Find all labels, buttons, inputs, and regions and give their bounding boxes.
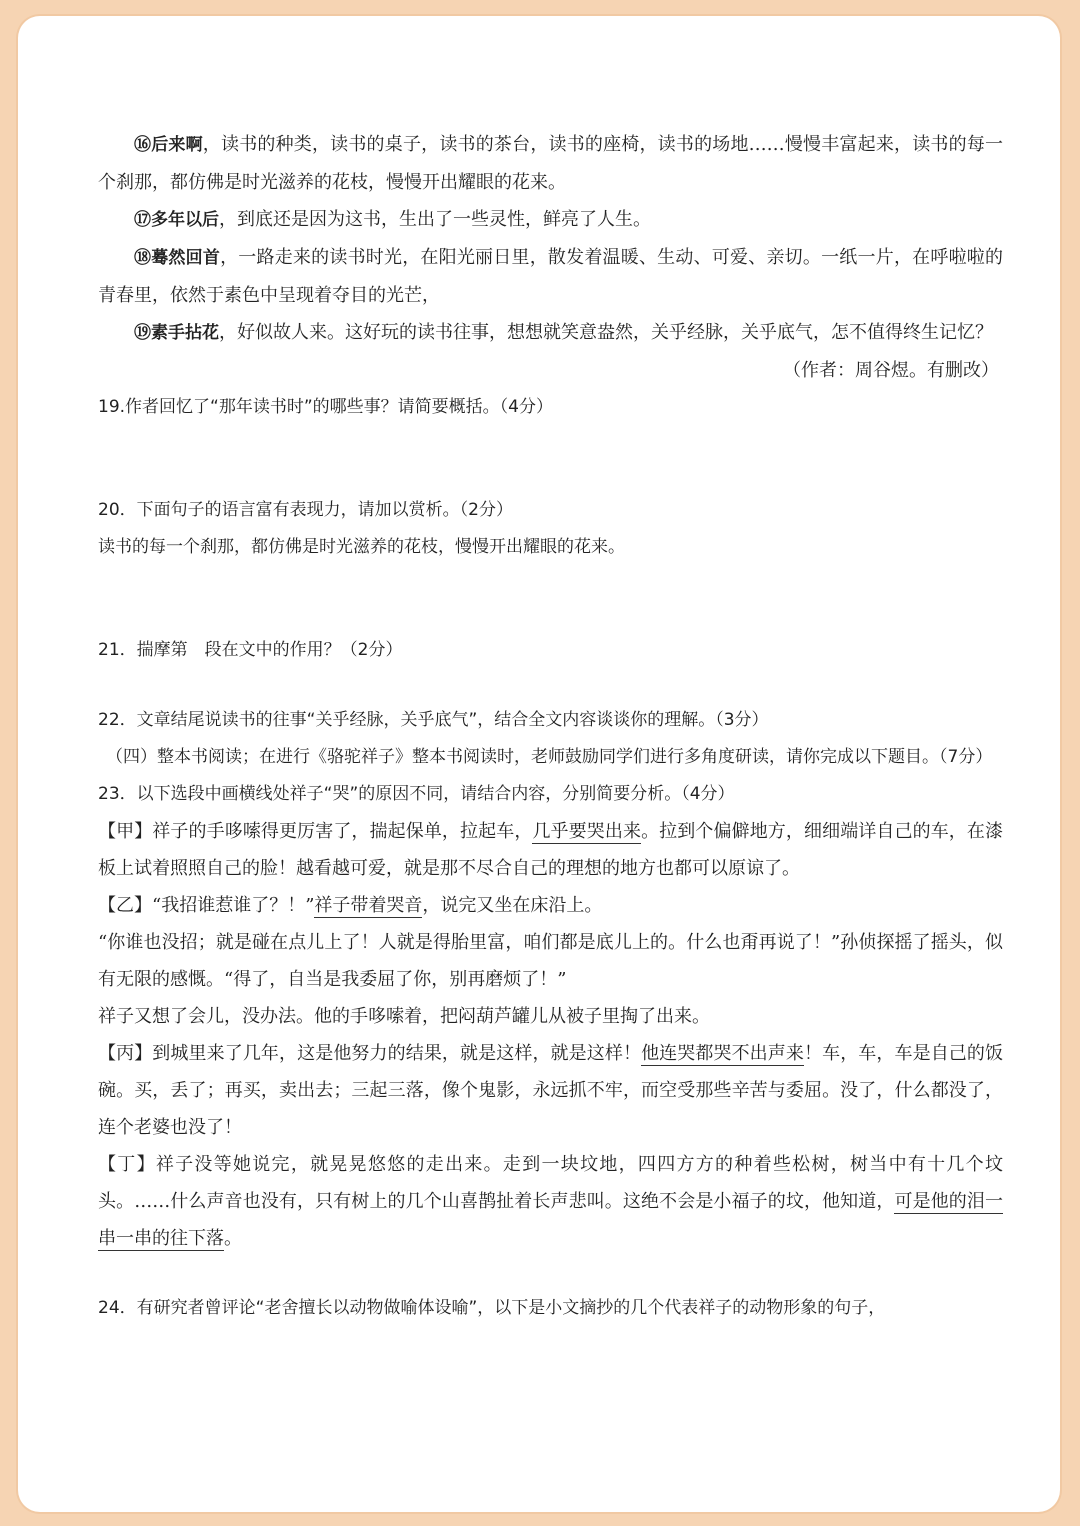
section-4-heading: （四）整本书阅读；在进行《骆驼祥子》整本书阅读时，老师鼓励同学们进行多角度研读，请你完成以下题目。（7分） bbox=[106, 747, 993, 767]
excerpt-jia-underlined: 几乎要哭出来 bbox=[532, 821, 642, 842]
paragraph-17-text: ，到底还是因为这书，生出了一些灵性，鲜亮了人生。 bbox=[219, 209, 651, 230]
excerpt-yi bbox=[98, 887, 1003, 924]
paragraph-16-lead: ⑯后来啊 bbox=[134, 135, 203, 155]
exam-sheet bbox=[18, 16, 1060, 1512]
excerpt-yi-text-a: 【乙】“我招谁惹谁了？！” bbox=[98, 895, 315, 916]
excerpt-ding bbox=[98, 1146, 1003, 1257]
excerpt-bing-text-a: 【丙】到城里来了几年，这是他努力的结果，就是这样，就是这样！ bbox=[98, 1043, 642, 1064]
excerpt-ding-text-b: 。 bbox=[224, 1228, 242, 1249]
answer-space-23[interactable] bbox=[98, 1257, 1003, 1290]
excerpt-yi-ending: 祥子又想了会儿，没办法。他的手哆嗦着，把闷葫芦罐儿从被子里掏了出来。 bbox=[98, 1006, 710, 1027]
excerpt-bing-underlined: 他连哭都哭不出声来 bbox=[641, 1043, 804, 1064]
excerpt-bing bbox=[98, 1035, 1003, 1146]
question-20-sentence: 读书的每一个刹那，都仿佛是时光滋养的花枝，慢慢开出耀眼的花来。 bbox=[98, 537, 625, 557]
question-20: 20．下面句子的语言富有表现力，请加以赏析。（2分） bbox=[98, 500, 513, 520]
answer-space-21[interactable] bbox=[98, 669, 1003, 702]
excerpt-ding-underlined: 可是他的泪一串一串的往下落 bbox=[98, 1191, 1004, 1249]
paragraph-18 bbox=[98, 239, 1003, 314]
excerpt-jia bbox=[98, 813, 1003, 887]
question-22: 22．文章结尾说读书的往事“关乎经脉，关乎底气”，结合全文内容谈谈你的理解。（3分） bbox=[98, 710, 769, 730]
answer-space-19[interactable] bbox=[98, 426, 1003, 492]
excerpt-yi-text-b: ，说完又坐在床沿上。 bbox=[422, 895, 603, 916]
paragraph-18-text: ，一路走来的读书时光，在阳光丽日里，散发着温暖、生动、可爱、亲切。一纸一片，在呼啦啦的青春里，依然于素色中呈现着夺目的光芒， bbox=[98, 247, 1004, 306]
question-19: 19.作者回忆了“那年读书时”的哪些事？请简要概括。（4分） bbox=[98, 397, 553, 417]
paragraph-18-lead: ⑱蓦然回首 bbox=[134, 248, 221, 268]
exam-content bbox=[98, 126, 1003, 1327]
excerpt-jia-text-a: 【甲】祥子的手哆嗦得更厉害了，揣起保单，拉起车， bbox=[98, 821, 533, 842]
paragraph-16-text: ，读书的种类，读书的桌子，读书的茶台，读书的座椅，读书的场地……慢慢丰富起来，读书的每一个刹那，都仿佛是时光滋养的花枝，慢慢开出耀眼的花来。 bbox=[98, 134, 1004, 193]
excerpt-yi-underlined: 祥子带着哭音 bbox=[314, 895, 423, 916]
paragraph-19-lead: ⑲素手拈花 bbox=[134, 323, 219, 343]
paragraph-19 bbox=[98, 314, 1003, 352]
excerpt-yi-dialogue: “你谁也没招；就是碰在点儿上了！人就是得胎里富，咱们都是底儿上的。什么也甭再说了！”孙侦探摇了摇头，似有无限的感慨。“得了，自当是我委屈了你，别再磨烦了！” bbox=[98, 932, 1003, 990]
paragraph-17 bbox=[98, 201, 1003, 239]
paragraph-17-lead: ⑰多年以后 bbox=[134, 210, 219, 230]
excerpt-bing-text-b: ！车，车，车是自己的饭碗。买，丢了；再买，卖出去；三起三落，像个鬼影，永远抓不牢，而空受那些辛苦与委屈。没了，什么都没了，连个老婆也没了！ bbox=[98, 1043, 1004, 1138]
paragraph-16 bbox=[98, 126, 1003, 201]
author-credit: （作者：周谷煜。有删改） bbox=[783, 360, 999, 381]
paragraph-19-text: ，好似故人来。这好玩的读书往事，想想就笑意盎然，关乎经脉，关乎底气，怎不值得终生记忆？ bbox=[219, 322, 993, 343]
question-24: 24．有研究者曾评论“老舍擅长以动物做喻体设喻”，以下是小文摘抄的几个代表祥子的动物形象的句子， bbox=[98, 1298, 886, 1318]
excerpt-ding-text-a: 【丁】祥子没等她说完，就晃晃悠悠的走出来。走到一块坟地，四四方方的种着些松树，树当中有十几个坟头。……什么声音也没有，只有树上的几个山喜鹊扯着长声悲叫。这绝不会是小福子的坟，他知道， bbox=[98, 1154, 1003, 1212]
excerpt-jia-text-b: 。拉到个偏僻地方，细细端详自己的车，在漆板上试着照照自己的脸！越看越可爱，就是那不尽合自己的理想的地方也都可以原谅了。 bbox=[98, 821, 1004, 879]
question-23: 23．以下选段中画横线处祥子“哭”的原因不同，请结合内容，分别简要分析。（4分） bbox=[98, 784, 735, 804]
question-21: 21．揣摩第 段在文中的作用？（2分） bbox=[98, 640, 403, 660]
answer-space-20[interactable] bbox=[98, 566, 1003, 632]
